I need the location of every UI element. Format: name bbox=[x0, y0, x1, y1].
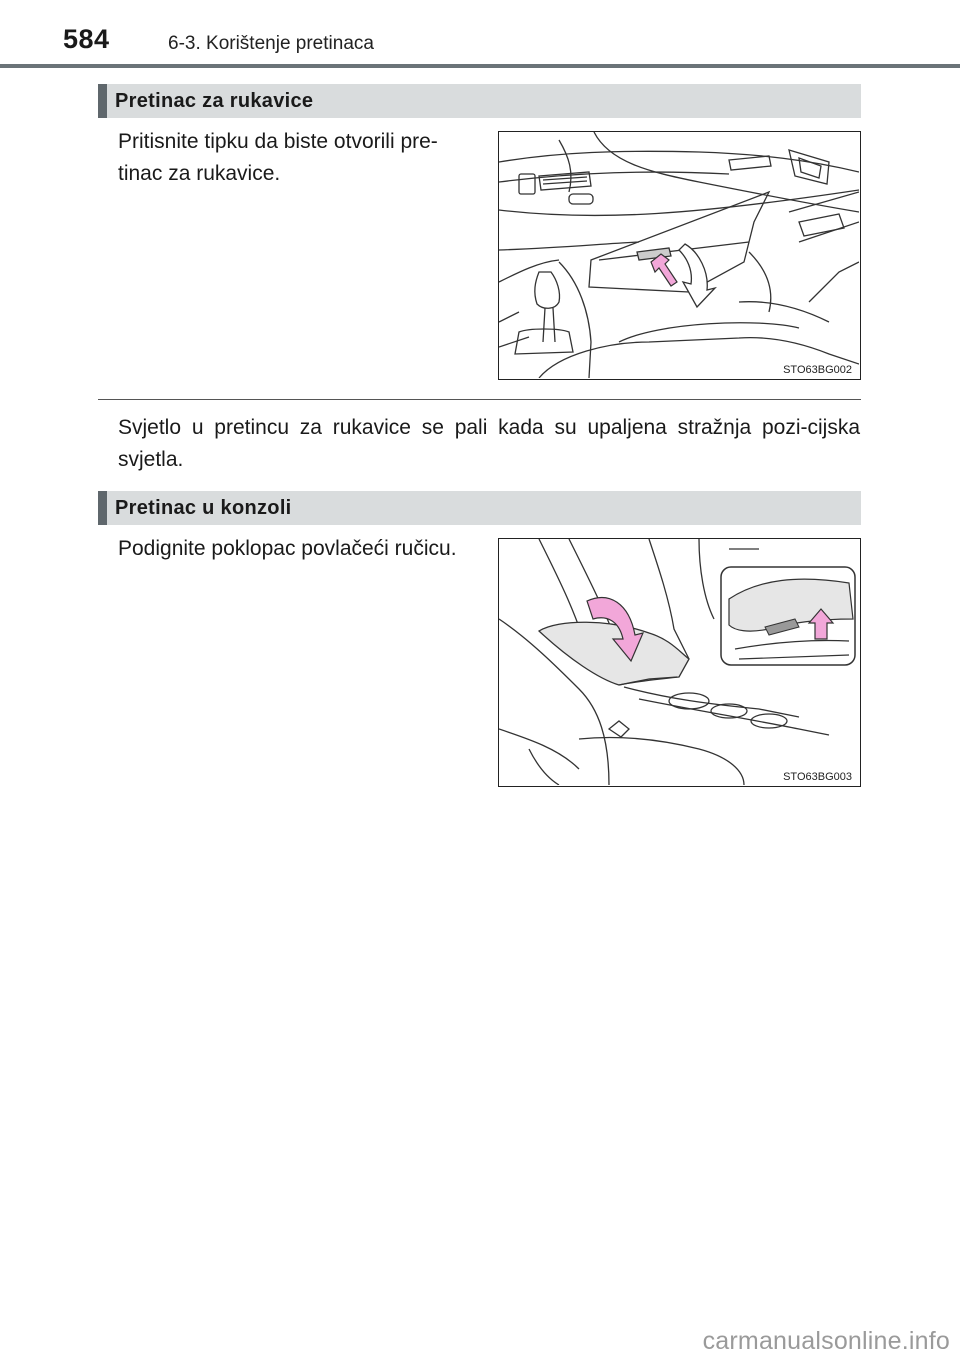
console-figure bbox=[498, 538, 861, 787]
glovebox-figure bbox=[498, 131, 861, 380]
section-heading-label: Pretinac za rukavice bbox=[115, 90, 314, 112]
glovebox-illustration bbox=[499, 132, 859, 378]
glovebox-light-note: Svjetlo u pretincu za rukavice se pali kada su upaljena stražnja pozi-cijska svjetla. bbox=[118, 416, 860, 471]
section-heading-console bbox=[98, 491, 861, 525]
console-illustration bbox=[499, 539, 859, 785]
watermark: carmanualsonline.info bbox=[702, 1327, 950, 1355]
header-rule bbox=[0, 64, 960, 68]
chapter-title: 6-3. Korištenje pretinaca bbox=[168, 33, 374, 54]
section-heading-glovebox bbox=[98, 84, 861, 118]
figure-code: STO63BG002 bbox=[783, 364, 852, 376]
section-separator bbox=[98, 399, 861, 400]
console-instruction: Podignite poklopac povlačeći ručicu. bbox=[118, 537, 457, 560]
figure-code: STO63BG003 bbox=[783, 771, 852, 783]
glovebox-instruction: Pritisnite tipku da biste otvorili pre-tinac za rukavice. bbox=[118, 130, 438, 185]
section-heading-label: Pretinac u konzoli bbox=[115, 497, 292, 519]
page-number: 584 bbox=[63, 24, 110, 54]
